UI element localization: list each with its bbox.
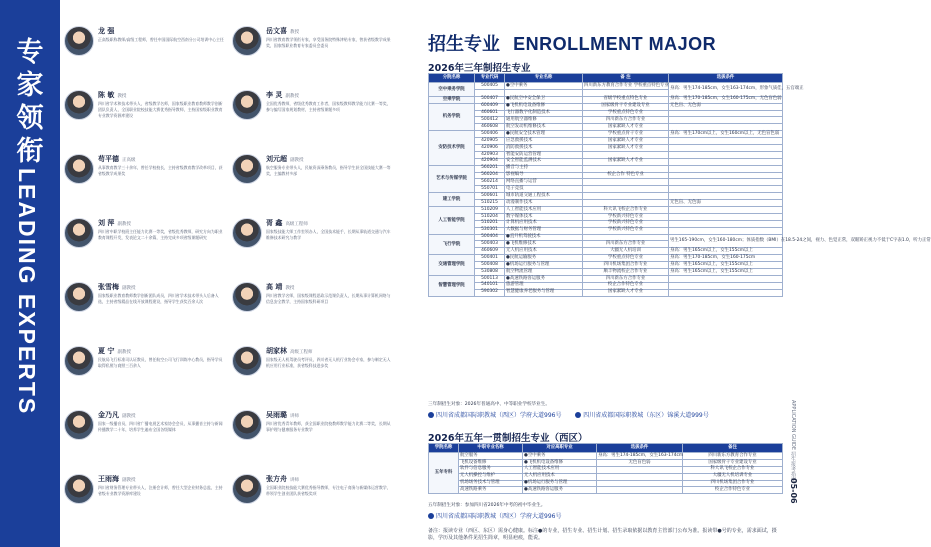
column-header: 中职专业名称: [459, 444, 523, 453]
selection-condition: 身高：男生165cm以上，女生155cm以上: [669, 262, 783, 269]
expert-name: 胡家林 高级工程师: [266, 347, 313, 355]
page-title: [428, 30, 716, 56]
selection-condition: [669, 213, 783, 220]
expert-description: 四川省中职学校班主任能力比赛一等奖，省级优秀教师，研究方向为职业教育课程开发，发表论文二十余篇，主持完成多项省级课题研究: [98, 229, 223, 241]
table-row: [429, 145, 783, 152]
expert-description: 国家级技能大师工作室领办人，全国技术能手，长期从事轨道交通与汽车维修技术研究与教学: [266, 229, 391, 241]
major-note: 国家紧缺人才专业: [583, 124, 669, 131]
avatar: [64, 410, 94, 440]
major-note: 国家紧缺人才专业: [583, 138, 669, 145]
selection-condition: 无色盲、无色弱: [669, 103, 783, 110]
table-row: [429, 83, 783, 90]
bottom-remark: 备注：报读专业（西区、东区）需身心健康。标注●的专业，招生专业、招生计划、招生录取依据以教育主管部门公布为准。报读带●号的专业，需求面试，摄影，学历及其他条件见招生简章，明显疤痕，能说。: [428, 528, 777, 541]
major-note: 校企合作特色专业: [583, 282, 669, 289]
table-row: [429, 186, 783, 193]
school-name: 空中乘务学院: [429, 83, 475, 97]
higher-major: ●飞机机电设备维修: [523, 459, 597, 466]
table-row: [429, 117, 783, 124]
expert-role: 教授: [290, 30, 299, 35]
school-name: 建工学院: [429, 193, 475, 207]
selection-condition: [669, 158, 783, 165]
expert-name: 刘 萍 副教授: [98, 219, 131, 227]
column-header: 选拔条件: [669, 74, 783, 83]
table-row: [429, 255, 783, 262]
major-name: ●直升机驾驶技术: [505, 234, 583, 241]
major-code: 460609: [475, 248, 505, 255]
expert-card: [64, 280, 228, 338]
avatar: [64, 90, 94, 120]
school-name: 艺术与传媒学院: [429, 165, 475, 193]
expert-role: 高级工程师: [290, 350, 313, 355]
major-code: 500405: [475, 83, 505, 90]
column-header: 对应高职专业: [523, 444, 597, 453]
table-row: [429, 207, 783, 214]
selection-condition: [669, 282, 783, 289]
table-row: [429, 480, 783, 487]
major-name: 飞行器数字化制造技术: [505, 110, 583, 117]
expert-description: 国家级无人机驾驶员考评员，四川省无人机行业协会专家，参与制定无人机应用行业标准，获省级科技进步奖: [266, 357, 391, 369]
major-note: 国家级骨干专业建设专业: [683, 459, 783, 466]
table-row: [429, 269, 783, 276]
expert-description: 全国优秀教师，省级优秀教育工作者，国家级教师教学能力比赛一等奖，参与编写国家规划教材，主持省级课题多项: [266, 101, 391, 113]
avatar: [64, 218, 94, 248]
major-note: 国家紧缺人才专业: [583, 289, 669, 296]
selection-condition: [669, 186, 783, 193]
selection-condition: 身高：男生170-185cm，女生160-175cm: [669, 255, 783, 262]
major-code: 500407: [475, 96, 505, 103]
expert-description: 国家级职业教育教师教学创新团队成员，四川省学术技术带头人后备人选，主持省级精品在线开放课程建设，指导学生获奖百余人次: [98, 293, 219, 305]
expert-description: 四川省财务管理专业带头人，注册会计师，曾任大型企业财务总监，主持省级专业教学资源库建设: [98, 485, 223, 497]
expert-role: 副教授: [117, 350, 131, 355]
table1-footnote: 三年制招生对象：2026年普通高中、中等职业学校毕业生。: [428, 402, 550, 407]
column-header: 分院名称: [429, 74, 475, 83]
expert-card: [64, 344, 228, 402]
school-name: 飞行学院: [429, 234, 475, 255]
major-code: 590302: [475, 289, 505, 296]
major-code: 500408: [475, 262, 505, 269]
table-row: [429, 262, 783, 269]
major-note: 四川新东方合作专业: [583, 241, 669, 248]
three-year-majors-table: [428, 73, 931, 297]
selection-condition: [597, 473, 683, 480]
avatar: [232, 474, 262, 504]
major-note: [583, 193, 669, 200]
band-title-cn: [8, 36, 52, 168]
table-row: [429, 124, 783, 131]
table-row: [429, 248, 783, 255]
expert-card: [232, 88, 396, 146]
major-name: 动漫制作技术: [505, 200, 583, 207]
major-name: 安全智能监测技术: [505, 158, 583, 165]
campus-west: 四川省成都国际职教城（西区）学府大道996号: [436, 412, 562, 419]
major-note: 大疆无人机培训: [583, 248, 669, 255]
expert-card: [232, 152, 396, 210]
major-note: 学校重点特色专业: [583, 255, 669, 262]
higher-major: ●高速铁路客运服务: [523, 487, 597, 494]
selection-condition: [669, 151, 783, 158]
secondary-major: 无人机操控与维护: [459, 473, 523, 480]
major-name: ●飞机机电设备维修: [505, 103, 583, 110]
school-name: 智慧管理学院: [429, 275, 475, 296]
major-code: 500113: [475, 275, 505, 282]
expert-role: 高级工程师: [285, 222, 308, 227]
secondary-major: 机场场务技术与管理: [459, 480, 523, 487]
expert-card: [64, 88, 228, 146]
school-name: 交通管理学院: [429, 255, 475, 276]
table-row: [429, 179, 783, 186]
band-char: 衔: [16, 136, 44, 167]
page-title-cn: 招生专业: [428, 34, 500, 55]
expert-role: 正高级: [122, 158, 136, 163]
school-name: 安防技术学院: [429, 131, 475, 165]
expert-description: 正高级职称教师/高级工程师，曾任中国国际航空西南分公司培训中心主任: [98, 37, 224, 42]
expert-role: 副教授: [117, 222, 131, 227]
expert-description: 航空服务专业带头人，民航资深乘务教员，指导学生获全国技能大赛一等奖，主编教材多部: [266, 165, 391, 177]
campus-addresses: [428, 410, 709, 419]
major-code: 420906: [475, 145, 505, 152]
table-row: [429, 487, 783, 494]
table-row: [429, 193, 783, 200]
selection-condition: [669, 165, 783, 172]
major-code: 550701: [475, 186, 505, 193]
column-header: 专业名称: [505, 74, 583, 83]
expert-role: 副教授: [122, 286, 136, 291]
selection-condition: 无色盲、无色弱: [669, 200, 783, 207]
band-title-en: LEADING EXPERTS: [14, 168, 40, 416]
major-note: 四川新东方合作专业: [583, 275, 669, 282]
expert-name: 吴雨璐 讲师: [266, 411, 299, 419]
selection-condition: [669, 207, 783, 214]
band-char: 家: [16, 70, 44, 101]
major-note: 校企合作 特色专业: [583, 172, 669, 179]
expert-role: 教授: [117, 94, 127, 99]
major-note: 四川新东方教育合作专业: [683, 453, 783, 460]
secondary-major: 飞机设备维修: [459, 459, 523, 466]
higher-major: 人工智能技术应用: [523, 466, 597, 473]
table-row: [429, 131, 783, 138]
avatar: [64, 282, 94, 312]
higher-major: ●机场运行服务与管理: [523, 480, 597, 487]
table-row: [429, 138, 783, 145]
selection-condition: 无色盲色弱: [597, 459, 683, 466]
expert-name: 金乃凡 副教授: [98, 411, 136, 419]
table-row: [429, 110, 783, 117]
major-note: 四川机场集团合作专业: [583, 262, 669, 269]
major-name: 航空发动机维修技术: [505, 124, 583, 131]
major-code: 500601: [475, 193, 505, 200]
selection-condition: 身高：男生170cm以上，女生160cm以上，无色盲色弱: [669, 131, 783, 138]
table2-footnote: 五年制招生对象：参加四川省2026年中考的初中毕业生。: [428, 503, 546, 508]
major-code: 500403: [475, 241, 505, 248]
avatar: [232, 26, 262, 56]
secondary-major: 高速铁路乘务: [459, 487, 523, 494]
page-title-en: ENROLLMENT MAJOR: [513, 34, 717, 54]
expert-role: 副教授: [122, 478, 136, 483]
table-header-row: [429, 444, 783, 453]
major-name: ●高速铁路客运服务: [505, 275, 583, 282]
major-name: 影视编导: [505, 172, 583, 179]
selection-condition: [669, 220, 783, 227]
major-code: 510215: [475, 200, 505, 207]
avatar: [232, 90, 262, 120]
expert-role: 讲师: [290, 414, 299, 419]
major-code: 500406: [475, 131, 505, 138]
location-pin-icon: [575, 412, 581, 418]
expert-role: 教授: [285, 286, 295, 291]
selection-condition: [669, 110, 783, 117]
major-note: 学校重点特色专业: [583, 110, 669, 117]
expert-card: [232, 216, 396, 274]
major-code: 420905: [475, 138, 505, 145]
expert-name: 高 靖 教授: [266, 283, 295, 291]
major-note: [583, 200, 669, 207]
expert-card: [232, 408, 396, 466]
major-note: 学校新兴特色专业: [583, 220, 669, 227]
column-header: 备注: [683, 444, 783, 453]
campus-west-2: 四川省成都国际职教城（西区）学府大道996号: [436, 513, 562, 520]
major-note: 四川机场集团合作专业: [683, 480, 783, 487]
expert-role: 副教授: [285, 94, 299, 99]
major-name: 通用航空器维修: [505, 117, 583, 124]
major-name: ●民航安全技术管理: [505, 131, 583, 138]
major-note: 国家紧缺人才专业: [583, 158, 669, 165]
major-name: 人工智能技术应用: [505, 207, 583, 214]
selection-condition: 男生165-190cm，女生160-180cm；体质指数（BMI）在18.5-24之间，视力、色觉正常，双眼矫正视力不低于C字表1.0，听力正常: [669, 234, 783, 248]
expert-name: 陈 敏 教授: [98, 91, 127, 99]
major-code: 460608: [475, 124, 505, 131]
major-name: 计算机应用技术: [505, 220, 583, 227]
expert-description: 四川省教学名师，国家级课程思政示范课负责人，长期从事计算机网络与信息安全教学，主持国家级科研项目: [266, 293, 391, 305]
expert-description: 四川省教育教学领衔专家，享受国务院特殊津贴专家，曾获省级教学成果奖，国家级职业教育专家委员会委员: [266, 37, 391, 49]
expert-card: [64, 408, 228, 466]
school-name: 五年专科: [429, 453, 459, 494]
expert-name: 苟平德 正高级: [98, 155, 136, 163]
selection-condition: [669, 172, 783, 179]
campus-east: 四川省成都国际职教城（东区）锦溪大道999号: [583, 412, 709, 419]
avatar: [232, 346, 262, 376]
five-year-majors-table: [428, 443, 783, 494]
selection-condition: [669, 124, 783, 131]
table2-title: 2026年五年一贯制招生专业（西区）: [428, 433, 588, 444]
band-char: 领: [16, 103, 44, 134]
selection-condition: 身高：男生165cm以上，女生155cm以上: [669, 269, 783, 276]
left-title-band: [0, 0, 60, 547]
major-code: 540101: [475, 282, 505, 289]
major-name: 消防救援技术: [505, 145, 583, 152]
selection-condition: [669, 179, 783, 186]
side-edge-text: APPLICATION GUIDE 招生报考指南: [790, 400, 796, 482]
avatar: [232, 154, 262, 184]
major-code: 530301: [475, 227, 505, 234]
table2-campus: [428, 511, 561, 520]
major-code: 560204: [475, 172, 505, 179]
table-row: [429, 200, 783, 207]
avatar: [232, 218, 262, 248]
expert-card: [64, 472, 228, 530]
expert-name: 岳文喜 教授: [266, 27, 299, 35]
selection-condition: 身高：男生174-185cm，女生163-174cm: [598, 452, 684, 458]
table-row: [429, 289, 783, 296]
experts-grid: [64, 24, 396, 544]
selection-condition: [597, 487, 683, 494]
major-name: 数字媒体技术: [505, 213, 583, 220]
major-code: 420904: [475, 158, 505, 165]
expert-name: 王雨海 副教授: [98, 475, 136, 483]
selection-condition: [669, 227, 783, 234]
column-header: 备 注: [583, 74, 669, 83]
avatar: [64, 474, 94, 504]
major-name: 智能安防运营管理: [505, 151, 583, 158]
major-note: 大疆无人机培训专业: [683, 473, 783, 480]
selection-condition: 身高：男生170-185cm，女生160-175cm，无色盲色弱: [670, 96, 782, 102]
school-name: 人工智能学院: [429, 207, 475, 235]
major-note: 校企合作特色专业: [683, 487, 783, 494]
major-name: ●空中乘务: [505, 83, 583, 90]
school-name: 空乘学院: [429, 96, 475, 103]
expert-name: 夏 宁 副教授: [98, 347, 131, 355]
major-code: 510204: [475, 213, 505, 220]
expert-description: 从事教育教学三十余年，曾任学校校长，主持省级教育教学改革项目，获省级教学成果奖: [98, 165, 223, 177]
major-name: 旅游管理: [505, 282, 583, 289]
major-note: 学校新兴特色专业: [583, 213, 669, 220]
major-note: [583, 179, 669, 186]
major-note: 科大讯飞校企合作专业: [583, 207, 669, 214]
column-header: 专业代码: [475, 74, 505, 83]
major-code: 500401: [475, 255, 505, 262]
selection-condition: [669, 275, 783, 282]
major-note: [583, 234, 669, 241]
band-char: 专: [16, 37, 44, 68]
location-pin-icon: [428, 513, 434, 519]
major-note: [583, 186, 669, 193]
table-row: [429, 172, 783, 179]
expert-description: 民航局飞行标准司认证教员，曾任航空公司飞行训练中心教员，指导学员取得私照与商照三百余人: [98, 357, 223, 369]
selection-condition: [597, 480, 683, 487]
expert-card: [232, 280, 396, 338]
major-note: 国家紧缺人才专业: [583, 145, 669, 152]
selection-condition: [669, 117, 783, 124]
expert-card: [64, 24, 228, 82]
major-note: 四川新东方合作专业: [583, 117, 669, 124]
major-code: 460601: [475, 110, 505, 117]
expert-card: [232, 24, 396, 82]
avatar: [64, 154, 94, 184]
expert-name: 李 灵 副教授: [266, 91, 299, 99]
major-name: ●机场运行服务与管理: [505, 262, 583, 269]
table1-title: 2026年三年制招生专业: [428, 63, 531, 74]
major-name: 播音与主持: [505, 165, 583, 172]
major-name: 应急救援技术: [505, 138, 583, 145]
major-code: 510201: [475, 220, 505, 227]
selection-condition: [597, 466, 683, 473]
higher-major: ●空中乘务: [523, 453, 597, 460]
major-code: 500412: [475, 117, 505, 124]
avatar: [232, 410, 262, 440]
expert-description: 四川省学术和技术带头人，省级教学名师，国家级职业教育教师教学创新团队负责人，全国职业院校技能大赛优秀指导教师，主持国家级职业教育专业教学资源库建设: [98, 101, 223, 119]
expert-card: [64, 216, 228, 274]
higher-major: 无人机应用技术: [523, 473, 597, 480]
expert-card: [232, 472, 396, 530]
table-row: [429, 453, 783, 460]
major-name: 网络直播与运营: [505, 179, 583, 186]
major-name: 航空物流管理: [505, 269, 583, 276]
expert-description: 四川省优秀青年教师，获全国职业院校教师教学能力比赛二等奖，长期从事护理与健康服务专业教学: [266, 421, 391, 433]
major-name: 无人机应用技术: [505, 248, 583, 255]
location-pin-icon: [428, 412, 434, 418]
major-note: 科大讯飞校企合作专业: [683, 466, 783, 473]
expert-name: 胥 鑫 高级工程师: [266, 219, 308, 227]
avatar: [64, 346, 94, 376]
major-code: 420903: [475, 151, 505, 158]
selection-condition: [669, 193, 783, 200]
expert-description: 全国职业院校技能大赛优秀指导教师，专注电子商务与新媒体运营教学，带领学生创业团队获省级奖项: [266, 485, 391, 497]
page-number: 05-06: [789, 478, 798, 504]
selection-condition: [669, 138, 783, 145]
major-code: 500404: [475, 234, 505, 241]
expert-role: 副教授: [122, 414, 136, 419]
major-note: 学校新兴特色专业: [583, 227, 669, 234]
major-note: 省级学校重点特色专业: [583, 96, 669, 103]
major-name: ●民航运输服务: [505, 255, 583, 262]
major-code: 600409: [475, 103, 505, 110]
secondary-major: 航空服务: [459, 453, 523, 460]
table-row: [429, 234, 783, 241]
column-header: 学院名称: [429, 444, 459, 453]
selection-condition: [669, 289, 783, 296]
major-note: 顺丰物流校企合作专业: [583, 269, 669, 276]
major-code: 560201: [475, 165, 505, 172]
selection-condition: [669, 145, 783, 152]
selection-condition: 身高：男生165cm以上，女生155cm以上: [669, 248, 783, 255]
expert-name: 刘元超 副教授: [266, 155, 304, 163]
expert-role: 副教授: [290, 158, 304, 163]
expert-role: 讲师: [290, 478, 299, 483]
major-code: 530808: [475, 269, 505, 276]
major-name: ●飞机维修技术: [505, 241, 583, 248]
expert-description: 国家一级播音员，四川省广播电视艺术家协会会员，从事播音主持与新闻传播教学二十年，培养学生遍布全国各级媒体: [98, 421, 223, 433]
major-code: 560214: [475, 179, 505, 186]
major-name: 大数据与财务管理: [505, 227, 583, 234]
major-name: 城市轨道交通工程技术: [505, 193, 583, 200]
major-name: 电子竞技: [505, 186, 583, 193]
column-header: 选拔条件: [597, 444, 683, 453]
major-name: 智慧健康养老服务与管理: [505, 289, 583, 296]
avatar: [232, 282, 262, 312]
major-note: 四川新东方教育合作专业 学校重点特色专业: [584, 82, 669, 88]
table-header-row: [429, 74, 783, 83]
avatar: [64, 26, 94, 56]
expert-card: [232, 344, 396, 402]
major-name: ●民航空中安全保卫: [505, 96, 583, 103]
major-note: 国家级骨干专业建设专业: [583, 103, 669, 110]
expert-name: 龙 强: [98, 27, 115, 35]
expert-name: 张方舟 讲师: [266, 475, 299, 483]
major-code: 510209: [475, 207, 505, 214]
major-note: 学校重点骨干专业: [583, 131, 669, 138]
school-name: 机务学院: [429, 103, 475, 131]
selection-condition: 身高：男生174-185cm，女生163-174cm，形象气质佳，五官端正: [669, 83, 783, 97]
secondary-major: 软件与信息服务: [459, 466, 523, 473]
expert-name: 张雪梅 副教授: [98, 283, 136, 291]
expert-card: [64, 152, 228, 210]
